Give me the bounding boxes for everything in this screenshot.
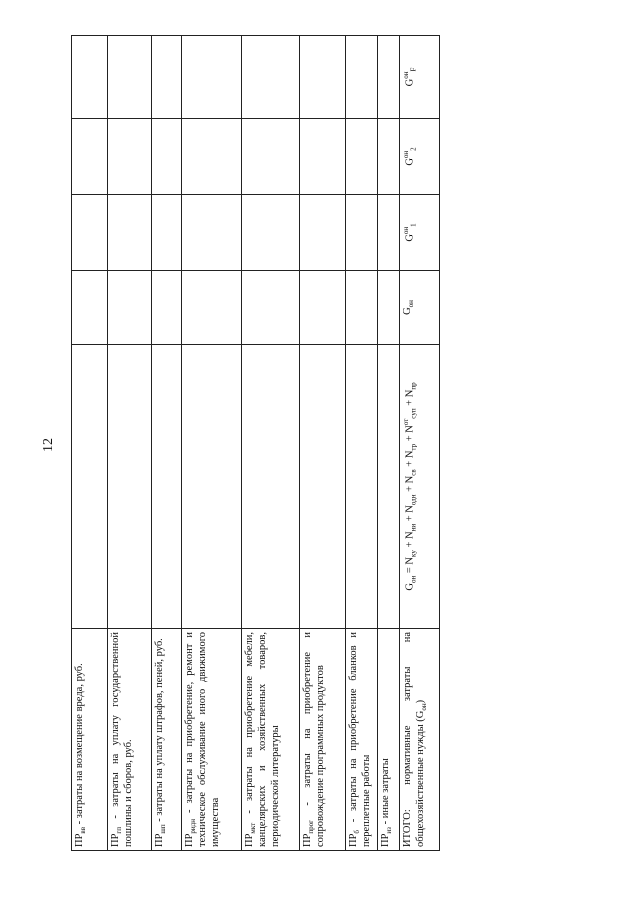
empty-cell xyxy=(378,119,400,195)
costs-table xyxy=(71,35,440,851)
empty-cell xyxy=(152,119,182,195)
empty-cell xyxy=(300,195,346,271)
row-text: $ПР_{гп}$ - затраты на уплату государственной пошлины и сборов, руб. xyxy=(110,632,135,847)
empty-cell xyxy=(182,119,242,195)
empty-cell xyxy=(152,345,182,629)
row-text: $ПР_{из}$ - иные затраты xyxy=(380,758,394,847)
total-row xyxy=(400,36,440,851)
table-row xyxy=(72,36,108,851)
empty-cell xyxy=(108,195,152,271)
row-description xyxy=(182,629,242,851)
total-g-on-1: $G^{он}_1$ xyxy=(400,195,440,271)
empty-cell xyxy=(300,36,346,119)
empty-cell xyxy=(346,36,378,119)
table-row xyxy=(346,36,378,851)
row-description xyxy=(152,629,182,851)
total-g-on-2: $G^{он}_2$ xyxy=(400,119,440,195)
empty-cell xyxy=(300,345,346,629)
row-description xyxy=(72,629,108,851)
row-description xyxy=(378,629,400,851)
empty-cell xyxy=(182,345,242,629)
row-description xyxy=(300,629,346,851)
empty-cell xyxy=(346,119,378,195)
empty-cell xyxy=(182,271,242,345)
empty-cell xyxy=(152,195,182,271)
row-description xyxy=(242,629,300,851)
table-row xyxy=(378,36,400,851)
empty-cell xyxy=(72,345,108,629)
empty-cell xyxy=(378,195,400,271)
empty-cell xyxy=(242,345,300,629)
empty-cell xyxy=(108,36,152,119)
empty-cell xyxy=(72,36,108,119)
row-description xyxy=(108,629,152,851)
row-text: $ПР_{шп}$ - затраты на уплату штрафов, пеней, руб. xyxy=(154,638,168,847)
total-label: ИТОГО: нормативные затраты на общехозяйственные нужды $(G_{он})$ xyxy=(400,629,440,851)
empty-cell xyxy=(108,271,152,345)
empty-cell xyxy=(72,119,108,195)
table-row xyxy=(182,36,242,851)
empty-cell xyxy=(346,345,378,629)
empty-cell xyxy=(182,195,242,271)
total-g-on: $G_{он}$ xyxy=(400,271,440,345)
empty-cell xyxy=(346,195,378,271)
empty-cell xyxy=(182,36,242,119)
empty-cell xyxy=(346,271,378,345)
page-number: 12 xyxy=(41,438,56,452)
row-text: $ПР_{ридн}$ - затраты на приобретение, ремонт и техническое обслуживание иного движимого имущества xyxy=(184,632,222,847)
table-row xyxy=(108,36,152,851)
total-g-on-f: $G^{он}_F$ xyxy=(400,36,440,119)
row-text: $ПР_{вв}$ - затраты на возмещение вреда, руб. xyxy=(74,663,88,847)
empty-cell xyxy=(242,119,300,195)
empty-cell xyxy=(72,271,108,345)
empty-cell xyxy=(378,345,400,629)
table-container xyxy=(71,36,439,851)
empty-cell xyxy=(378,36,400,119)
table-row xyxy=(300,36,346,851)
empty-cell xyxy=(108,345,152,629)
row-text: $ПР_{мкт}$ - затраты на приобретение мебели, канцелярских и хозяйственных товаров, периодической литературы xyxy=(244,632,282,847)
empty-cell xyxy=(300,119,346,195)
empty-cell xyxy=(242,195,300,271)
empty-cell xyxy=(378,271,400,345)
table-row xyxy=(152,36,182,851)
empty-cell xyxy=(108,119,152,195)
table-row xyxy=(242,36,300,851)
rotated-table-frame xyxy=(71,36,439,851)
empty-cell xyxy=(152,271,182,345)
total-formula: $G_{он} = N_{ку} + N_{ни} + N_{одн} + N_{св} + N_{тр} + N^{от}_{суп} + N_{пр}$ xyxy=(400,345,440,629)
row-text: $ПР_{прог}$ - затраты на приобретение и сопровождение программных продуктов xyxy=(302,632,327,847)
empty-cell xyxy=(300,271,346,345)
row-description xyxy=(346,629,378,851)
empty-cell xyxy=(242,271,300,345)
empty-cell xyxy=(242,36,300,119)
empty-cell xyxy=(72,195,108,271)
row-text: $ПР_б$ - затраты на приобретение бланков и переплетные работы xyxy=(348,632,373,847)
empty-cell xyxy=(152,36,182,119)
